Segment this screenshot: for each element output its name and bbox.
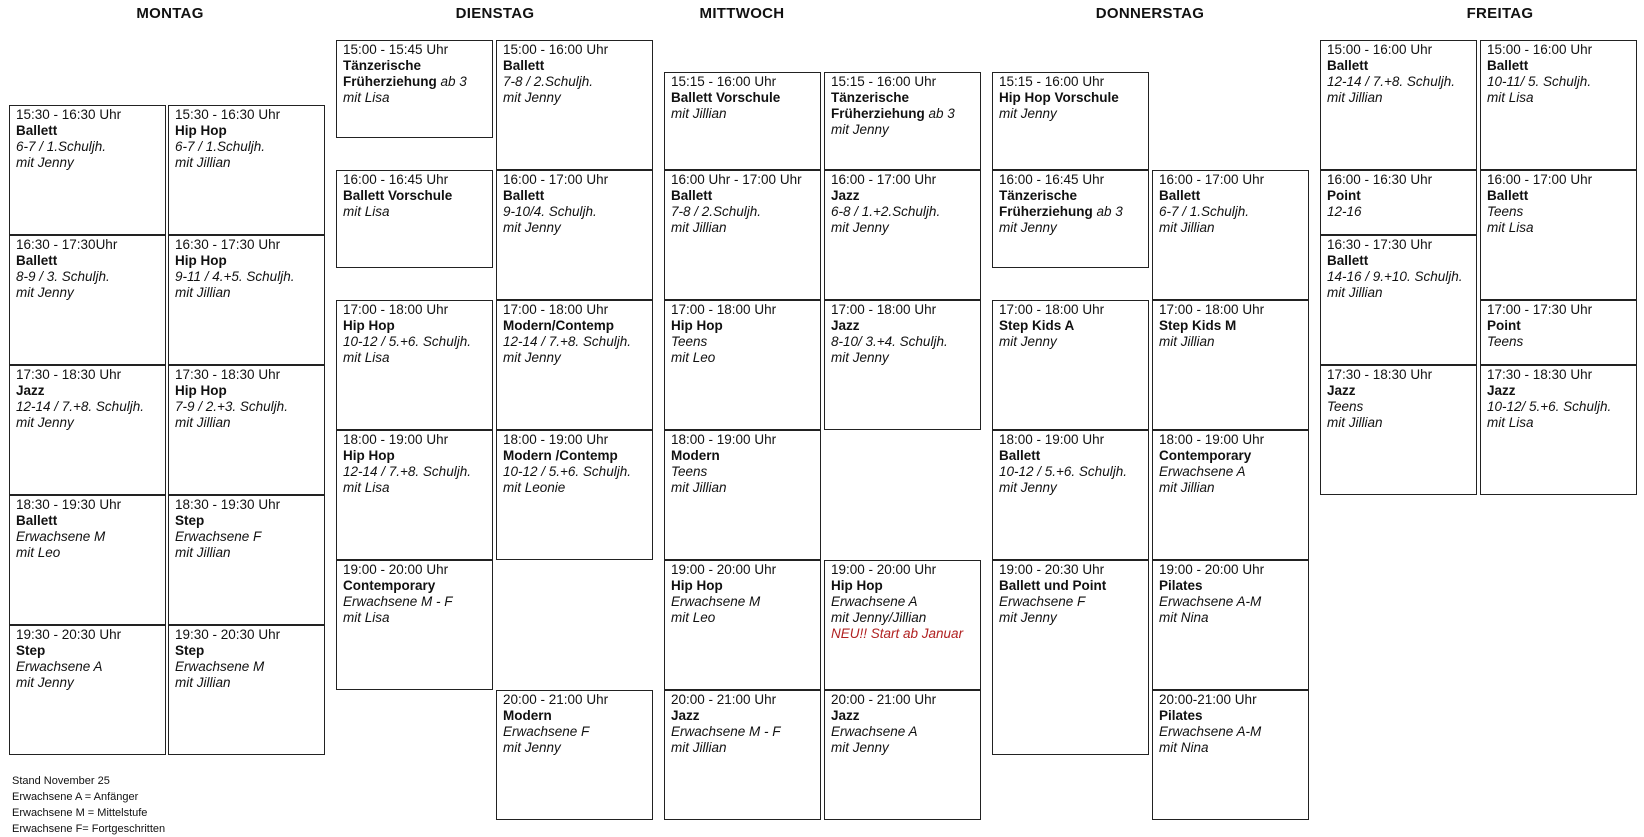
class-cell [1320,40,1477,170]
class-cell [168,105,325,235]
class-time: 18:00 - 19:00 Uhr [503,432,609,447]
class-teacher: mit Jillian [175,415,231,430]
class-level: Erwachsene M [16,529,106,544]
class-time: 15:30 - 16:30 Uhr [175,107,281,122]
class-level: 9-11 / 4.+5. Schuljh. [175,269,295,284]
class-time: 15:00 - 15:45 Uhr [343,42,449,57]
class-name: Ballett [671,188,713,203]
class-cell [1152,690,1309,820]
class-cell [168,625,325,755]
class-cell [336,560,493,690]
class-time: 16:00 - 16:45 Uhr [343,172,449,187]
class-teacher: mit Jenny [831,220,889,235]
class-level: 8-10/ 3.+4. Schuljh. [831,334,948,349]
class-cell [824,300,981,430]
class-time: 15:15 - 16:00 Uhr [831,74,937,89]
class-name: Point [1487,318,1521,333]
class-time: 18:30 - 19:30 Uhr [175,497,281,512]
class-level: 10-12 / 5.+6. Schuljh. [343,334,471,349]
class-level: Erwachsene M [175,659,265,674]
class-name: Modern /Contemp [503,448,618,463]
class-name: Ballett und Point [999,578,1107,593]
class-cell [664,72,821,170]
class-cell [824,72,981,170]
class-name: Jazz [831,318,860,333]
class-name: Hip Hop [175,253,227,268]
class-teacher: mit Jillian [1159,480,1215,495]
class-teacher: mit Jillian [1327,90,1383,105]
class-level: Teens [1487,334,1524,349]
class-teacher: mit Jillian [671,740,727,755]
class-cell [168,235,325,365]
class-time: 18:00 - 19:00 Uhr [671,432,777,447]
class-time: 17:00 - 18:00 Uhr [503,302,609,317]
class-level: Erwachsene F [175,529,262,544]
class-name: Modern [503,708,552,723]
class-teacher: mit Lisa [343,480,390,495]
class-level: 6-8 / 1.+2.Schuljh. [831,204,941,219]
class-time: 18:00 - 19:00 Uhr [343,432,449,447]
class-teacher: mit Jillian [175,155,231,170]
class-level: Erwachsene A-M [1159,594,1262,609]
class-teacher: mit Lisa [1487,415,1534,430]
class-cell [9,105,166,235]
class-cell [496,300,653,430]
class-cell [168,365,325,495]
class-cell [824,690,981,820]
class-level: 12-14 / 7.+8. Schuljh. [343,464,471,479]
day-header-freitag: FREITAG [1466,5,1534,22]
class-time: 16:00 - 17:00 Uhr [503,172,609,187]
class-age: ab 3 [436,74,467,89]
class-name: Ballett [16,253,58,268]
class-time: 17:00 - 18:00 Uhr [831,302,937,317]
class-level: 6-7 / 1.Schuljh. [1159,204,1250,219]
class-name: Hip Hop [671,578,723,593]
class-name: Modern [671,448,720,463]
class-cell [992,300,1149,430]
class-name: Ballett [503,188,545,203]
class-time: 17:00 - 17:30 Uhr [1487,302,1593,317]
class-cell [336,300,493,430]
class-time: 16:00 - 16:30 Uhr [1327,172,1433,187]
class-teacher: mit Jillian [671,220,727,235]
day-header-donnerstag: DONNERSTAG [1095,5,1205,22]
class-teacher: mit Jenny [503,350,561,365]
class-age: ab 3 [1092,204,1123,219]
class-level: Erwachsene A [1159,464,1246,479]
class-teacher: mit Jenny [503,740,561,755]
class-cell [496,690,653,820]
class-note: NEU!! Start ab Januar [831,626,964,641]
class-name: Step Kids M [1159,318,1237,333]
class-name: Step [175,513,205,528]
class-teacher: mit Jillian [1159,220,1215,235]
class-time: 17:30 - 18:30 Uhr [175,367,281,382]
class-level: Teens [671,464,708,479]
class-name: Step [175,643,205,658]
class-teacher: mit Leo [16,545,61,560]
class-name: Jazz [831,708,860,723]
class-cell [496,40,653,170]
class-level: Erwachsene M [671,594,761,609]
class-teacher: mit Lisa [1487,220,1534,235]
class-time: 19:00 - 20:00 Uhr [671,562,777,577]
class-time: 19:00 - 20:00 Uhr [831,562,937,577]
class-time: 16:00 - 17:00 Uhr [1159,172,1265,187]
class-time: 17:30 - 18:30 Uhr [1487,367,1593,382]
class-time: 20:00 - 21:00 Uhr [671,692,777,707]
class-level: 6-7 / 1.Schuljh. [175,139,266,154]
class-teacher: mit Jillian [1327,415,1383,430]
class-time: 19:00 - 20:00 Uhr [343,562,449,577]
class-level: Erwachsene M - F [671,724,781,739]
legend [12,773,165,837]
class-teacher: mit Nina [1159,740,1209,755]
class-teacher: mit Jenny [831,122,889,137]
class-cell [664,430,821,560]
class-name: Contemporary [343,578,436,593]
class-level: 7-8 / 2.Schuljh. [671,204,762,219]
class-name: Step [16,643,46,658]
class-name: Jazz [16,383,45,398]
class-level: Erwachsene A-M [1159,724,1262,739]
class-teacher: mit Jillian [671,106,727,121]
class-teacher: mit Leonie [503,480,566,495]
class-teacher: mit Jillian [1327,285,1383,300]
class-name: Point [1327,188,1361,203]
class-cell [664,690,821,820]
legend-level-a: Erwachsene A = Anfänger [12,791,139,803]
class-cell [992,170,1149,268]
class-teacher: mit Jenny [999,334,1057,349]
class-level: 7-8 / 2.Schuljh. [503,74,594,89]
class-cell [1480,170,1637,300]
class-teacher: mit Jenny/Jillian [831,610,927,625]
class-name: Hip Hop Vorschule [999,90,1119,105]
legend-level-m: Erwachsene M = Mittelstufe [12,807,148,819]
class-time: 20:00-21:00 Uhr [1159,692,1257,707]
class-teacher: mit Lisa [343,350,390,365]
class-teacher: mit Lisa [1487,90,1534,105]
class-name: Pilates [1159,708,1203,723]
class-level: 10-12 / 5.+6. Schuljh. [999,464,1127,479]
class-cell [1480,365,1637,495]
class-cell [496,430,653,560]
class-time: 17:00 - 18:00 Uhr [671,302,777,317]
class-teacher: mit Leo [671,350,716,365]
class-level: Erwachsene F [503,724,590,739]
class-teacher: mit Jenny [831,740,889,755]
class-time: 19:00 - 20:00 Uhr [1159,562,1265,577]
class-name: Hip Hop [343,318,395,333]
legend-date: Stand November 25 [12,775,110,787]
class-teacher: mit Lisa [343,90,390,105]
class-cell [992,72,1149,170]
class-level: 10-12 / 5.+6. Schuljh. [503,464,631,479]
class-name: Modern/Contemp [503,318,614,333]
class-time: 17:30 - 18:30 Uhr [16,367,122,382]
class-teacher: mit Jenny [999,106,1057,121]
class-cell [824,170,981,300]
class-cell [1320,170,1477,235]
class-teacher: mit Jenny [16,415,74,430]
class-teacher: mit Jenny [999,220,1057,235]
class-level: 12-14 / 7.+8. Schuljh. [503,334,631,349]
class-teacher: mit Jillian [175,675,231,690]
class-cell [1320,365,1477,495]
class-name: Jazz [671,708,700,723]
class-name: Jazz [831,188,860,203]
class-time: 15:00 - 16:00 Uhr [1327,42,1433,57]
class-name: Contemporary [1159,448,1252,463]
class-level: 12-14 / 7.+8. Schuljh. [16,399,144,414]
class-time: 19:30 - 20:30 Uhr [16,627,122,642]
class-name: Ballett [1327,253,1369,268]
class-time: 15:30 - 16:30 Uhr [16,107,122,122]
class-time: 15:00 - 16:00 Uhr [1487,42,1593,57]
class-cell [336,40,493,138]
class-time: 16:00 - 17:00 Uhr [1487,172,1593,187]
class-time: 18:30 - 19:30 Uhr [16,497,122,512]
class-name: Jazz [1327,383,1356,398]
class-time: 17:30 - 18:30 Uhr [1327,367,1433,382]
class-cell [1152,430,1309,560]
class-cell [1152,170,1309,300]
class-teacher: mit Jenny [999,610,1057,625]
class-name: Hip Hop [671,318,723,333]
class-cell [496,170,653,300]
class-cell [1480,40,1637,170]
class-cell [1152,300,1309,430]
class-time: 17:00 - 18:00 Uhr [343,302,449,317]
class-level: 7-9 / 2.+3. Schuljh. [175,399,288,414]
class-cell [1480,300,1637,365]
class-time: 19:00 - 20:30 Uhr [999,562,1105,577]
class-cell [9,625,166,755]
class-name: Ballett [1159,188,1201,203]
class-name: Ballett [1487,58,1529,73]
class-name: Hip Hop [175,123,227,138]
class-level: Erwachsene A [16,659,103,674]
class-name: Jazz [1487,383,1516,398]
class-name: Ballett Vorschule [343,188,453,203]
class-time: 18:00 - 19:00 Uhr [999,432,1105,447]
day-header-dienstag: DIENSTAG [455,5,535,22]
class-name: Ballett [1487,188,1529,203]
class-level: Erwachsene A [831,594,918,609]
class-teacher: mit Jenny [503,90,561,105]
class-teacher: mit Nina [1159,610,1209,625]
class-name: Ballett [503,58,545,73]
class-teacher: mit Jenny [999,480,1057,495]
class-time: 19:30 - 20:30 Uhr [175,627,281,642]
class-teacher: mit Leo [671,610,716,625]
class-level: Teens [671,334,708,349]
class-time: 16:30 - 17:30Uhr [16,237,118,252]
class-time: 15:15 - 16:00 Uhr [999,74,1105,89]
class-name: Step Kids A [999,318,1075,333]
class-cell [664,560,821,690]
class-level: Erwachsene A [831,724,918,739]
class-level: 10-11/ 5. Schuljh. [1487,74,1592,89]
class-cell [168,495,325,625]
class-name: Pilates [1159,578,1203,593]
class-teacher: mit Jenny [503,220,561,235]
class-time: 16:00 - 16:45 Uhr [999,172,1105,187]
class-name: Tänzerische Früherziehung ab 3 [831,90,955,121]
class-teacher: mit Lisa [343,610,390,625]
class-time: 16:00 - 17:00 Uhr [831,172,937,187]
day-header-mittwoch: MITTWOCH [699,5,785,22]
class-time: 17:00 - 18:00 Uhr [1159,302,1265,317]
class-cell [9,495,166,625]
class-name: Ballett [1327,58,1369,73]
class-level: 10-12/ 5.+6. Schuljh. [1487,399,1612,414]
class-level: 9-10/4. Schuljh. [503,204,597,219]
class-level: 12-16 [1327,204,1362,219]
class-teacher: mit Jillian [1159,334,1215,349]
class-time: 16:00 Uhr - 17:00 Uhr [671,172,802,187]
class-teacher: mit Jillian [671,480,727,495]
class-level: Erwachsene M - F [343,594,453,609]
class-cell [336,170,493,268]
class-time: 20:00 - 21:00 Uhr [503,692,609,707]
class-cell [336,430,493,560]
class-time: 15:00 - 16:00 Uhr [503,42,609,57]
class-time: 16:30 - 17:30 Uhr [1327,237,1433,252]
class-cell [1320,235,1477,365]
class-teacher: mit Lisa [343,204,390,219]
class-name: Hip Hop [343,448,395,463]
class-name: Ballett Vorschule [671,90,781,105]
class-time: 18:00 - 19:00 Uhr [1159,432,1265,447]
class-name: Hip Hop [831,578,883,593]
class-cell [664,170,821,300]
class-time: 15:15 - 16:00 Uhr [671,74,777,89]
class-name: Ballett [16,513,58,528]
class-level: Erwachsene F [999,594,1086,609]
class-level: Teens [1487,204,1524,219]
class-cell [9,235,166,365]
class-teacher: mit Jillian [175,285,231,300]
class-time: 20:00 - 21:00 Uhr [831,692,937,707]
legend-level-f: Erwachsene F= Fortgeschritten [12,823,166,835]
class-name: Tänzerische Früherziehung ab 3 [343,58,467,89]
class-name: Ballett [16,123,58,138]
class-time: 17:00 - 18:00 Uhr [999,302,1105,317]
class-name: Hip Hop [175,383,227,398]
class-level: 14-16 / 9.+10. Schuljh. [1327,269,1463,284]
class-name: Ballett [999,448,1041,463]
class-teacher: mit Jenny [16,155,74,170]
class-level: Teens [1327,399,1364,414]
class-cell [1152,560,1309,690]
class-cell [992,560,1149,755]
day-header-montag: MONTAG [136,5,204,22]
class-cell [664,300,821,430]
class-teacher: mit Jenny [16,285,74,300]
class-time: 16:30 - 17:30 Uhr [175,237,281,252]
class-teacher: mit Jenny [16,675,74,690]
class-cell [824,560,981,690]
class-cell [992,430,1149,560]
class-level: 6-7 / 1.Schuljh. [16,139,107,154]
class-cell [9,365,166,495]
class-teacher: mit Jenny [831,350,889,365]
class-name: Tänzerische Früherziehung ab 3 [999,188,1123,219]
class-level: 12-14 / 7.+8. Schuljh. [1327,74,1455,89]
class-age: ab 3 [924,106,955,121]
class-level: 8-9 / 3. Schuljh. [16,269,110,284]
class-teacher: mit Jillian [175,545,231,560]
